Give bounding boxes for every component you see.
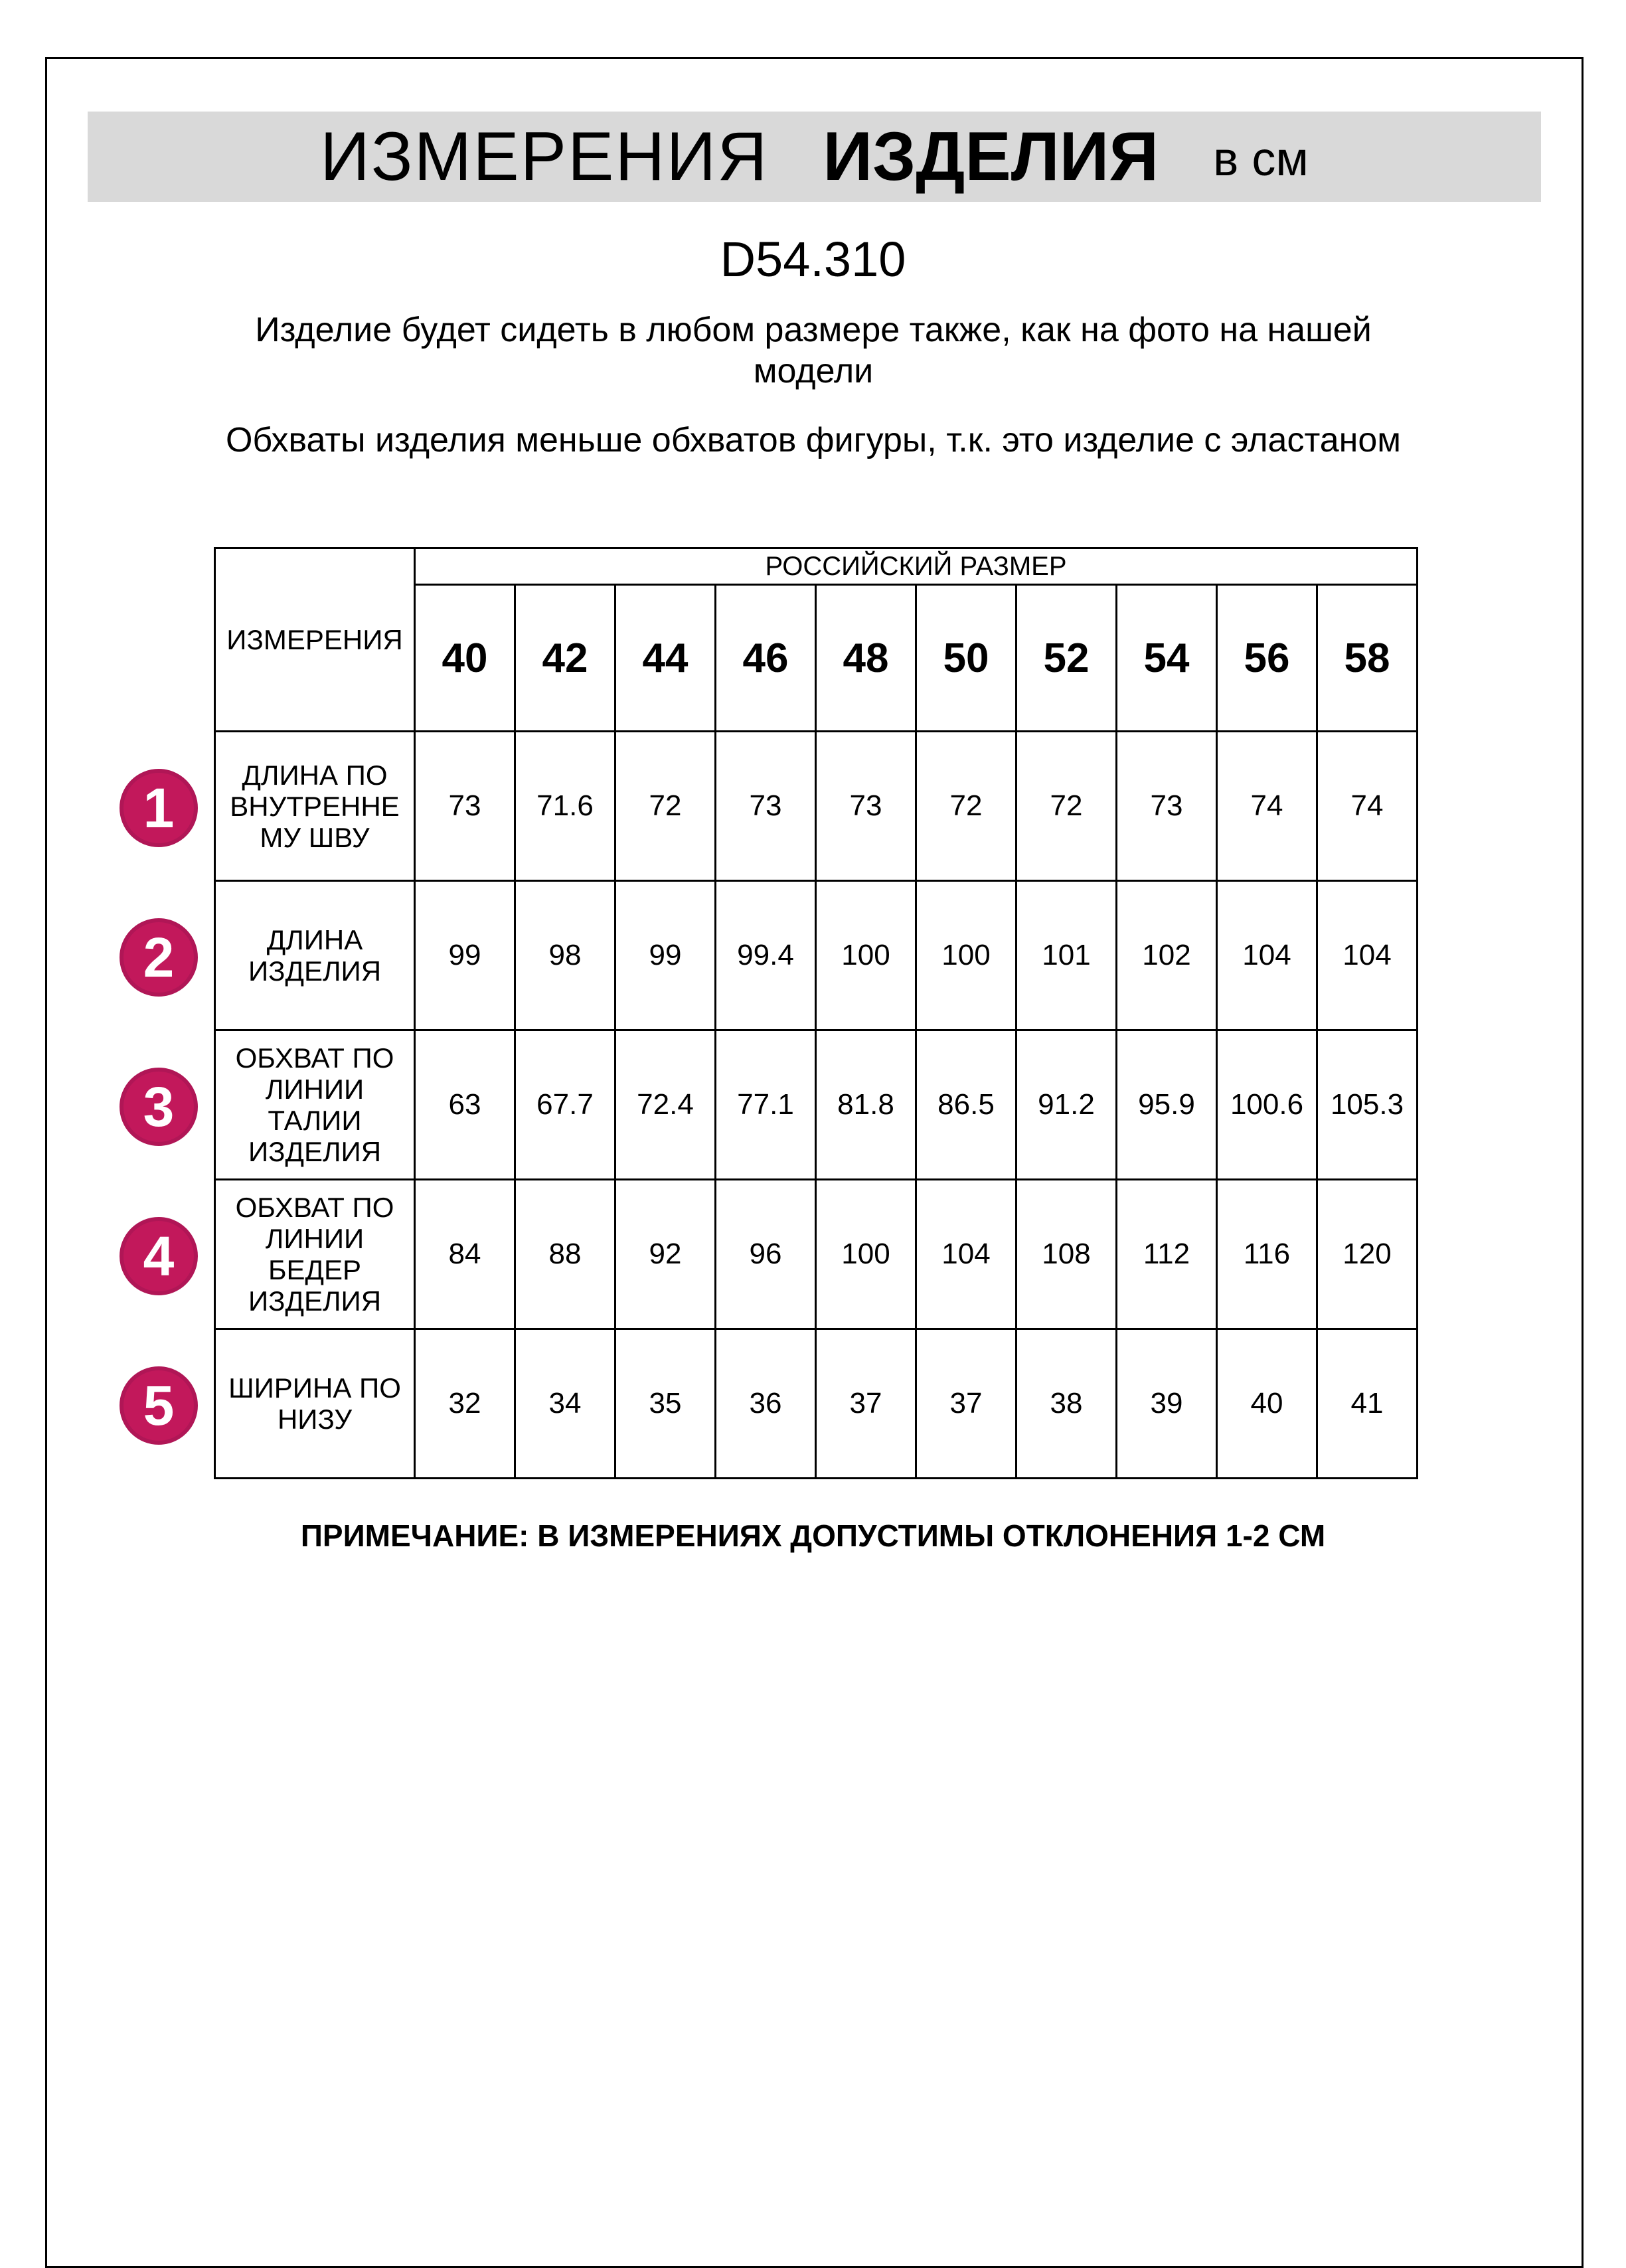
table-cell: 72: [1016, 732, 1117, 881]
table-cell: 95.9: [1117, 1030, 1217, 1180]
size-header: 48: [816, 585, 916, 732]
size-header: 50: [916, 585, 1016, 732]
table-cell: 71.6: [515, 732, 615, 881]
table-cell: 67.7: [515, 1030, 615, 1180]
table-cell: 98: [515, 881, 615, 1030]
table-cell: 34: [515, 1329, 615, 1479]
row-label-inseam: ДЛИНА ПО ВНУТРЕННЕ МУ ШВУ: [215, 732, 415, 881]
table-row: [215, 1030, 1418, 1180]
size-header: 46: [716, 585, 816, 732]
title-regular: ИЗМЕРЕНИЯ: [320, 118, 769, 195]
table-cell: 99: [615, 881, 716, 1030]
table-cell: 99.4: [716, 881, 816, 1030]
table-cell: 36: [716, 1329, 816, 1479]
table-cell: 77.1: [716, 1030, 816, 1180]
article-code: D54.310: [720, 232, 906, 287]
table-cell: 73: [1117, 732, 1217, 881]
table-cell: 102: [1117, 881, 1217, 1030]
fit-note: Изделие будет сидеть в любом размере также, как на фото на нашей модели: [255, 311, 1372, 390]
table-cell: 101: [1016, 881, 1117, 1030]
table-cell: 104: [1317, 881, 1418, 1030]
size-header: 44: [615, 585, 716, 732]
table-cell: 40: [1217, 1329, 1317, 1479]
table-row: [215, 1180, 1418, 1329]
size-table: [214, 547, 1418, 1479]
table-cell: 84: [415, 1180, 515, 1329]
elastane-note: Обхваты изделия меньше обхватов фигуры, т.к. это изделие с эластаном: [225, 421, 1402, 459]
table-row: [215, 732, 1418, 881]
table-cell: 100: [816, 881, 916, 1030]
table-cell: 92: [615, 1180, 716, 1329]
number-badge-5-icon: 5: [120, 1366, 198, 1445]
table-cell: 38: [1016, 1329, 1117, 1479]
table-cell: 73: [716, 732, 816, 881]
size-header: 40: [415, 585, 515, 732]
table-cell: 74: [1317, 732, 1418, 881]
table-cell: 72.4: [615, 1030, 716, 1180]
table-cell: 81.8: [816, 1030, 916, 1180]
table-cell: 73: [816, 732, 916, 881]
number-badge-1-icon: 1: [120, 769, 198, 847]
table-cell: 120: [1317, 1180, 1418, 1329]
table-cell: 35: [615, 1329, 716, 1479]
table-row: [215, 881, 1418, 1030]
number-badge-4-icon: 4: [120, 1217, 198, 1295]
row-label-hem-width: ШИРИНА ПО НИЗУ: [215, 1329, 415, 1479]
table-cell: 39: [1117, 1329, 1217, 1479]
table-cell: 86.5: [916, 1030, 1016, 1180]
measurements-header: ИЗМЕРЕНИЯ: [215, 548, 415, 732]
table-cell: 105.3: [1317, 1030, 1418, 1180]
table-cell: 37: [816, 1329, 916, 1479]
table-cell: 88: [515, 1180, 615, 1329]
table-cell: 41: [1317, 1329, 1418, 1479]
tolerance-note: ПРИМЕЧАНИЕ: В ИЗМЕРЕНИЯХ ДОПУСТИМЫ ОТКЛОНЕНИЯ 1-2 СМ: [300, 1518, 1326, 1553]
table-cell: 100: [816, 1180, 916, 1329]
table-cell: 99: [415, 881, 515, 1030]
title-unit: в см: [1213, 133, 1309, 186]
table-cell: 104: [916, 1180, 1016, 1329]
size-header: 54: [1117, 585, 1217, 732]
table-cell: 72: [615, 732, 716, 881]
table-row: [215, 1329, 1418, 1479]
size-header: 42: [515, 585, 615, 732]
table-cell: 108: [1016, 1180, 1117, 1329]
russian-size-header: РОССИЙСКИЙ РАЗМЕР: [415, 548, 1418, 585]
row-label-waist: ОБХВАТ ПО ЛИНИИ ТАЛИИ ИЗДЕЛИЯ: [215, 1030, 415, 1180]
table-cell: 74: [1217, 732, 1317, 881]
table-cell: 112: [1117, 1180, 1217, 1329]
table-cell: 72: [916, 732, 1016, 881]
table-cell: 37: [916, 1329, 1016, 1479]
number-badge-2-icon: 2: [120, 918, 198, 997]
size-header: 58: [1317, 585, 1418, 732]
row-label-hips: ОБХВАТ ПО ЛИНИИ БЕДЕР ИЗДЕЛИЯ: [215, 1180, 415, 1329]
title-bold: ИЗДЕЛИЯ: [823, 118, 1159, 195]
table-cell: 100: [916, 881, 1016, 1030]
table-cell: 116: [1217, 1180, 1317, 1329]
table-cell: 96: [716, 1180, 816, 1329]
size-header: 56: [1217, 585, 1317, 732]
table-cell: 104: [1217, 881, 1317, 1030]
table-cell: 73: [415, 732, 515, 881]
title-bar: [88, 112, 1541, 202]
size-header: 52: [1016, 585, 1117, 732]
table-cell: 63: [415, 1030, 515, 1180]
number-badge-3-icon: 3: [120, 1068, 198, 1146]
table-cell: 32: [415, 1329, 515, 1479]
table-cell: 91.2: [1016, 1030, 1117, 1180]
row-label-length: ДЛИНА ИЗДЕЛИЯ: [215, 881, 415, 1030]
table-cell: 100.6: [1217, 1030, 1317, 1180]
